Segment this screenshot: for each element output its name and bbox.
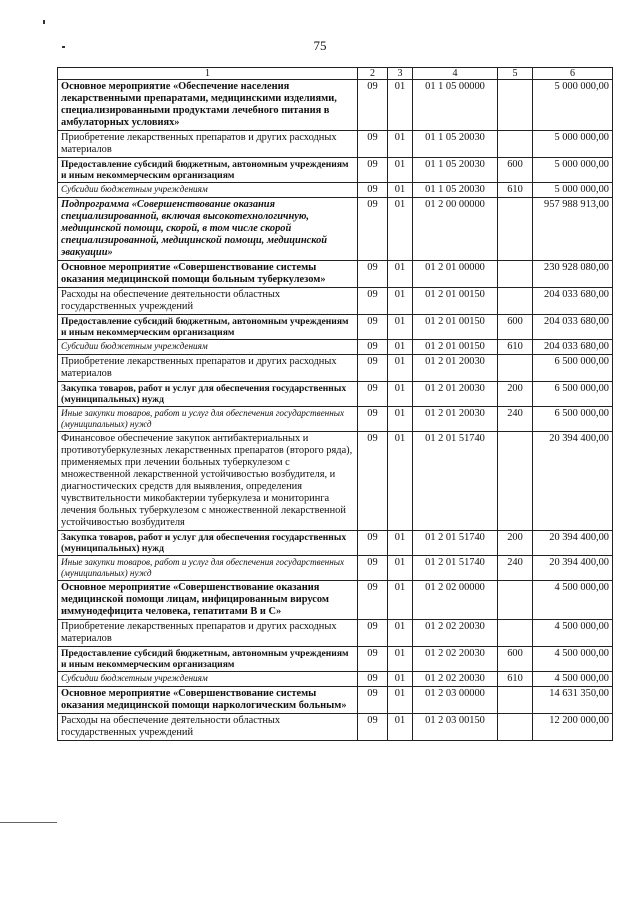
target-article-cell: 01 2 01 20030 bbox=[413, 355, 498, 382]
table-row bbox=[58, 288, 613, 315]
row-name-cell: Расходы на обеспечение деятельности областных государственных учреждений bbox=[58, 714, 358, 741]
target-article-cell: 01 1 05 20030 bbox=[413, 131, 498, 158]
header-cell: 6 bbox=[533, 68, 613, 80]
amount-cell: 957 988 913,00 bbox=[533, 198, 613, 261]
expense-type-cell bbox=[498, 581, 533, 620]
subsection-code-cell: 01 bbox=[388, 714, 413, 741]
row-name-cell: Закупка товаров, работ и услуг для обеспечения государственных (муниципальных) нужд bbox=[58, 382, 358, 407]
target-article-cell: 01 2 01 00150 bbox=[413, 315, 498, 340]
scan-mark bbox=[43, 20, 45, 24]
section-code-cell: 09 bbox=[358, 556, 388, 581]
page-number: 75 bbox=[313, 38, 327, 53]
row-name-cell: Подпрограмма «Совершенствование оказания специализированной, включая высокотехнологичную, медицинской помощи, скорой, в том числе скорой специализированной, медицинской помощи, медицинской эвакуации» bbox=[58, 198, 358, 261]
target-article-cell: 01 2 03 00000 bbox=[413, 687, 498, 714]
subsection-code-cell: 01 bbox=[388, 198, 413, 261]
subsection-code-cell: 01 bbox=[388, 183, 413, 198]
subsection-code-cell: 01 bbox=[388, 581, 413, 620]
section-code-cell: 09 bbox=[358, 80, 388, 131]
section-code-cell: 09 bbox=[358, 131, 388, 158]
section-code-cell: 09 bbox=[358, 432, 388, 531]
row-name-cell: Предоставление субсидий бюджетным, автономным учреждениям и иным некоммерческим организациям bbox=[58, 158, 358, 183]
subsection-code-cell: 01 bbox=[388, 647, 413, 672]
subsection-code-cell: 01 bbox=[388, 288, 413, 315]
subsection-code-cell: 01 bbox=[388, 620, 413, 647]
amount-cell: 4 500 000,00 bbox=[533, 581, 613, 620]
amount-cell: 5 000 000,00 bbox=[533, 80, 613, 131]
amount-cell: 20 394 400,00 bbox=[533, 531, 613, 556]
expense-type-cell bbox=[498, 288, 533, 315]
subsection-code-cell: 01 bbox=[388, 556, 413, 581]
amount-cell: 5 000 000,00 bbox=[533, 158, 613, 183]
row-name-cell: Субсидии бюджетным учреждениям bbox=[58, 183, 358, 198]
table-row bbox=[58, 531, 613, 556]
row-name-cell: Приобретение лекарственных препаратов и других расходных материалов bbox=[58, 131, 358, 158]
row-name-cell: Иные закупки товаров, работ и услуг для обеспечения государственных (муниципальных) нужд bbox=[58, 556, 358, 581]
target-article-cell: 01 2 01 00150 bbox=[413, 288, 498, 315]
row-name-cell: Предоставление субсидий бюджетным, автономным учреждениям и иным некоммерческим организациям bbox=[58, 315, 358, 340]
subsection-code-cell: 01 bbox=[388, 355, 413, 382]
expense-type-cell: 600 bbox=[498, 315, 533, 340]
table-row bbox=[58, 131, 613, 158]
amount-cell: 6 500 000,00 bbox=[533, 382, 613, 407]
header-cell: 1 bbox=[58, 68, 358, 80]
expense-type-cell: 200 bbox=[498, 531, 533, 556]
table-row bbox=[58, 355, 613, 382]
amount-cell: 5 000 000,00 bbox=[533, 131, 613, 158]
table-row bbox=[58, 382, 613, 407]
section-code-cell: 09 bbox=[358, 198, 388, 261]
table-row bbox=[58, 261, 613, 288]
row-name-cell: Субсидии бюджетным учреждениям bbox=[58, 672, 358, 687]
amount-cell: 5 000 000,00 bbox=[533, 183, 613, 198]
subsection-code-cell: 01 bbox=[388, 531, 413, 556]
expense-type-cell bbox=[498, 687, 533, 714]
section-code-cell: 09 bbox=[358, 340, 388, 355]
row-name-cell: Расходы на обеспечение деятельности областных государственных учреждений bbox=[58, 288, 358, 315]
target-article-cell: 01 2 02 20030 bbox=[413, 620, 498, 647]
expense-type-cell bbox=[498, 131, 533, 158]
target-article-cell: 01 2 00 00000 bbox=[413, 198, 498, 261]
section-code-cell: 09 bbox=[358, 531, 388, 556]
scan-mark bbox=[62, 46, 65, 48]
expense-type-cell bbox=[498, 80, 533, 131]
table-row bbox=[58, 687, 613, 714]
expense-type-cell: 610 bbox=[498, 672, 533, 687]
row-name-cell: Основное мероприятие «Обеспечение населения лекарственными препаратами, медицинскими изделиями, специализированными продуктами лечебного питания в амбулаторных условиях» bbox=[58, 80, 358, 131]
subsection-code-cell: 01 bbox=[388, 687, 413, 714]
row-name-cell: Основное мероприятие «Совершенствование системы оказания медицинской помощи больным туберкулезом» bbox=[58, 261, 358, 288]
header-cell: 5 bbox=[498, 68, 533, 80]
section-code-cell: 09 bbox=[358, 672, 388, 687]
section-code-cell: 09 bbox=[358, 183, 388, 198]
header-cell: 2 bbox=[358, 68, 388, 80]
amount-cell: 204 033 680,00 bbox=[533, 288, 613, 315]
target-article-cell: 01 2 03 00150 bbox=[413, 714, 498, 741]
subsection-code-cell: 01 bbox=[388, 131, 413, 158]
table-row bbox=[58, 158, 613, 183]
section-code-cell: 09 bbox=[358, 647, 388, 672]
subsection-code-cell: 01 bbox=[388, 315, 413, 340]
target-article-cell: 01 2 01 51740 bbox=[413, 432, 498, 531]
amount-cell: 12 200 000,00 bbox=[533, 714, 613, 741]
header-row bbox=[58, 68, 613, 80]
row-name-cell: Приобретение лекарственных препаратов и других расходных материалов bbox=[58, 620, 358, 647]
row-name-cell: Основное мероприятие «Совершенствование системы оказания медицинской помощи наркологическим больным» bbox=[58, 687, 358, 714]
section-code-cell: 09 bbox=[358, 382, 388, 407]
expense-type-cell bbox=[498, 198, 533, 261]
table-row bbox=[58, 581, 613, 620]
expense-type-cell: 600 bbox=[498, 647, 533, 672]
section-code-cell: 09 bbox=[358, 261, 388, 288]
table-row bbox=[58, 556, 613, 581]
subsection-code-cell: 01 bbox=[388, 407, 413, 432]
expense-type-cell: 240 bbox=[498, 407, 533, 432]
amount-cell: 4 500 000,00 bbox=[533, 647, 613, 672]
subsection-code-cell: 01 bbox=[388, 432, 413, 531]
scan-mark bbox=[0, 822, 57, 823]
expense-type-cell: 200 bbox=[498, 382, 533, 407]
section-code-cell: 09 bbox=[358, 355, 388, 382]
expense-type-cell bbox=[498, 355, 533, 382]
amount-cell: 6 500 000,00 bbox=[533, 355, 613, 382]
target-article-cell: 01 2 02 00000 bbox=[413, 581, 498, 620]
amount-cell: 14 631 350,00 bbox=[533, 687, 613, 714]
section-code-cell: 09 bbox=[358, 581, 388, 620]
section-code-cell: 09 bbox=[358, 620, 388, 647]
target-article-cell: 01 2 02 20030 bbox=[413, 647, 498, 672]
target-article-cell: 01 2 01 00000 bbox=[413, 261, 498, 288]
table-row bbox=[58, 620, 613, 647]
amount-cell: 204 033 680,00 bbox=[533, 340, 613, 355]
section-code-cell: 09 bbox=[358, 714, 388, 741]
section-code-cell: 09 bbox=[358, 407, 388, 432]
table-row bbox=[58, 315, 613, 340]
expense-type-cell bbox=[498, 714, 533, 741]
row-name-cell: Иные закупки товаров, работ и услуг для обеспечения государственных (муниципальных) нужд bbox=[58, 407, 358, 432]
header-cell: 4 bbox=[413, 68, 498, 80]
table-row bbox=[58, 198, 613, 261]
subsection-code-cell: 01 bbox=[388, 158, 413, 183]
row-name-cell: Субсидии бюджетным учреждениям bbox=[58, 340, 358, 355]
section-code-cell: 09 bbox=[358, 315, 388, 340]
subsection-code-cell: 01 bbox=[388, 80, 413, 131]
expense-type-cell: 610 bbox=[498, 340, 533, 355]
target-article-cell: 01 2 01 51740 bbox=[413, 556, 498, 581]
amount-cell: 230 928 080,00 bbox=[533, 261, 613, 288]
subsection-code-cell: 01 bbox=[388, 672, 413, 687]
expense-type-cell bbox=[498, 432, 533, 531]
expense-type-cell: 240 bbox=[498, 556, 533, 581]
target-article-cell: 01 2 01 20030 bbox=[413, 382, 498, 407]
target-article-cell: 01 2 02 20030 bbox=[413, 672, 498, 687]
amount-cell: 20 394 400,00 bbox=[533, 432, 613, 531]
table-row bbox=[58, 432, 613, 531]
row-name-cell: Финансовое обеспечение закупок антибактериальных и противотуберкулезных лекарственных препаратов (второго ряда), применяемых при лечении больных туберкулезом с множественной лекарственной устойчивостью возбудителя, и диагностических средств для выявления, определения чувствительности микобактерии туберкулеза и мониторинга лечения больных туберкулезом с множественной лекарственной устойчивостью возбудителя bbox=[58, 432, 358, 531]
target-article-cell: 01 2 01 00150 bbox=[413, 340, 498, 355]
section-code-cell: 09 bbox=[358, 687, 388, 714]
target-article-cell: 01 2 01 20030 bbox=[413, 407, 498, 432]
table-row bbox=[58, 183, 613, 198]
section-code-cell: 09 bbox=[358, 158, 388, 183]
row-name-cell: Приобретение лекарственных препаратов и других расходных материалов bbox=[58, 355, 358, 382]
target-article-cell: 01 2 01 51740 bbox=[413, 531, 498, 556]
table-row bbox=[58, 340, 613, 355]
target-article-cell: 01 1 05 00000 bbox=[413, 80, 498, 131]
expense-type-cell: 600 bbox=[498, 158, 533, 183]
table-row bbox=[58, 407, 613, 432]
row-name-cell: Закупка товаров, работ и услуг для обеспечения государственных (муниципальных) нужд bbox=[58, 531, 358, 556]
target-article-cell: 01 1 05 20030 bbox=[413, 158, 498, 183]
amount-cell: 6 500 000,00 bbox=[533, 407, 613, 432]
table-row bbox=[58, 80, 613, 131]
amount-cell: 20 394 400,00 bbox=[533, 556, 613, 581]
header-cell: 3 bbox=[388, 68, 413, 80]
row-name-cell: Предоставление субсидий бюджетным, автономным учреждениям и иным некоммерческим организациям bbox=[58, 647, 358, 672]
subsection-code-cell: 01 bbox=[388, 340, 413, 355]
row-name-cell: Основное мероприятие «Совершенствование оказания медицинской помощи лицам, инфицированным вирусом иммунодефицита человека, гепатитами В и С» bbox=[58, 581, 358, 620]
expense-type-cell: 610 bbox=[498, 183, 533, 198]
amount-cell: 4 500 000,00 bbox=[533, 672, 613, 687]
table-row bbox=[58, 672, 613, 687]
amount-cell: 204 033 680,00 bbox=[533, 315, 613, 340]
subsection-code-cell: 01 bbox=[388, 261, 413, 288]
expense-type-cell bbox=[498, 261, 533, 288]
table-row bbox=[58, 714, 613, 741]
budget-table bbox=[57, 67, 613, 741]
amount-cell: 4 500 000,00 bbox=[533, 620, 613, 647]
target-article-cell: 01 1 05 20030 bbox=[413, 183, 498, 198]
section-code-cell: 09 bbox=[358, 288, 388, 315]
expense-type-cell bbox=[498, 620, 533, 647]
subsection-code-cell: 01 bbox=[388, 382, 413, 407]
table-row bbox=[58, 647, 613, 672]
